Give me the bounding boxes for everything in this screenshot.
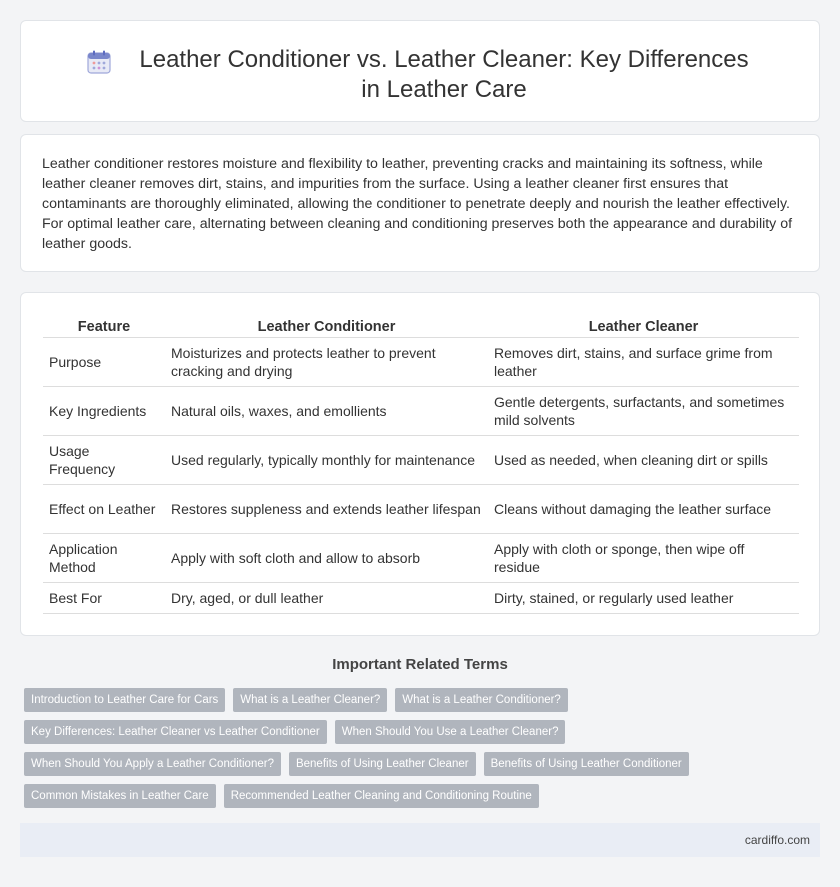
table-row bbox=[43, 337, 799, 386]
cleaner-cell: Apply with cloth or sponge, then wipe off residue bbox=[488, 533, 799, 582]
feature-cell: Best For bbox=[43, 582, 165, 613]
feature-cell: Purpose bbox=[43, 337, 165, 386]
header-leather-cleaner: Leather Cleaner bbox=[488, 315, 799, 337]
header-leather-conditioner: Leather Conditioner bbox=[165, 315, 488, 337]
feature-cell: Usage Frequency bbox=[43, 435, 165, 484]
cleaner-cell: Gentle detergents, surfactants, and sometimes mild solvents bbox=[488, 386, 799, 435]
related-terms-heading: Important Related Terms bbox=[332, 656, 508, 673]
related-term-tag[interactable]: When Should You Apply a Leather Conditioner? bbox=[24, 752, 281, 776]
conditioner-cell: Moisturizes and protects leather to prevent cracking and drying bbox=[165, 337, 488, 386]
related-term-tag[interactable]: Key Differences: Leather Cleaner vs Leather Conditioner bbox=[24, 720, 327, 744]
calendar-icon bbox=[86, 49, 112, 75]
feature-cell: Key Ingredients bbox=[43, 386, 165, 435]
page-title: Leather Conditioner vs. Leather Cleaner: Key Differences in Leather Care bbox=[139, 46, 749, 103]
related-term-tag[interactable]: When Should You Use a Leather Cleaner? bbox=[335, 720, 566, 744]
related-term-tag[interactable]: Benefits of Using Leather Conditioner bbox=[484, 752, 689, 776]
conditioner-cell: Used regularly, typically monthly for maintenance bbox=[165, 435, 488, 484]
site-link[interactable]: cardiffo.com bbox=[744, 833, 810, 847]
intro-paragraph: Leather conditioner restores moisture and flexibility to leather, preventing cracks and maintaining its softness, while leather cleaner removes dirt, stains, and impurities from the surface. Using a leather cleaner first ensures that contaminants are thoroughly eliminated, allowing the conditioner to penetrate deeply and nourish the leather effectively. For optimal leather care, alternating between cleaning and conditioning preserves both the appearance and durability of leather goods. bbox=[42, 156, 793, 252]
related-term-tag[interactable]: Benefits of Using Leather Cleaner bbox=[289, 752, 476, 776]
header-feature: Feature bbox=[43, 315, 165, 337]
related-terms-list bbox=[24, 688, 814, 816]
cleaner-cell: Dirty, stained, or regularly used leather bbox=[488, 582, 799, 613]
table-row bbox=[43, 435, 799, 484]
related-term-tag[interactable]: Recommended Leather Cleaning and Conditioning Routine bbox=[224, 784, 539, 808]
conditioner-cell: Apply with soft cloth and allow to absorb bbox=[165, 533, 488, 582]
comparison-table bbox=[43, 315, 799, 614]
feature-cell: Application Method bbox=[43, 533, 165, 582]
title-card bbox=[20, 20, 820, 122]
related-term-tag[interactable]: What is a Leather Conditioner? bbox=[395, 688, 568, 712]
table-row bbox=[43, 533, 799, 582]
comparison-card bbox=[20, 292, 820, 636]
conditioner-cell: Dry, aged, or dull leather bbox=[165, 582, 488, 613]
feature-cell: Effect on Leather bbox=[43, 484, 165, 533]
table-row bbox=[43, 582, 799, 613]
cleaner-cell: Removes dirt, stains, and surface grime from leather bbox=[488, 337, 799, 386]
table-header-row bbox=[43, 315, 799, 337]
footer bbox=[20, 823, 820, 857]
table-row bbox=[43, 484, 799, 533]
cleaner-cell: Used as needed, when cleaning dirt or spills bbox=[488, 435, 799, 484]
conditioner-cell: Restores suppleness and extends leather lifespan bbox=[165, 484, 488, 533]
conditioner-cell: Natural oils, waxes, and emollients bbox=[165, 386, 488, 435]
intro-card bbox=[20, 134, 820, 272]
table-row bbox=[43, 386, 799, 435]
related-term-tag[interactable]: Introduction to Leather Care for Cars bbox=[24, 688, 225, 712]
related-term-tag[interactable]: What is a Leather Cleaner? bbox=[233, 688, 387, 712]
related-term-tag[interactable]: Common Mistakes in Leather Care bbox=[24, 784, 216, 808]
cleaner-cell: Cleans without damaging the leather surface bbox=[488, 484, 799, 533]
